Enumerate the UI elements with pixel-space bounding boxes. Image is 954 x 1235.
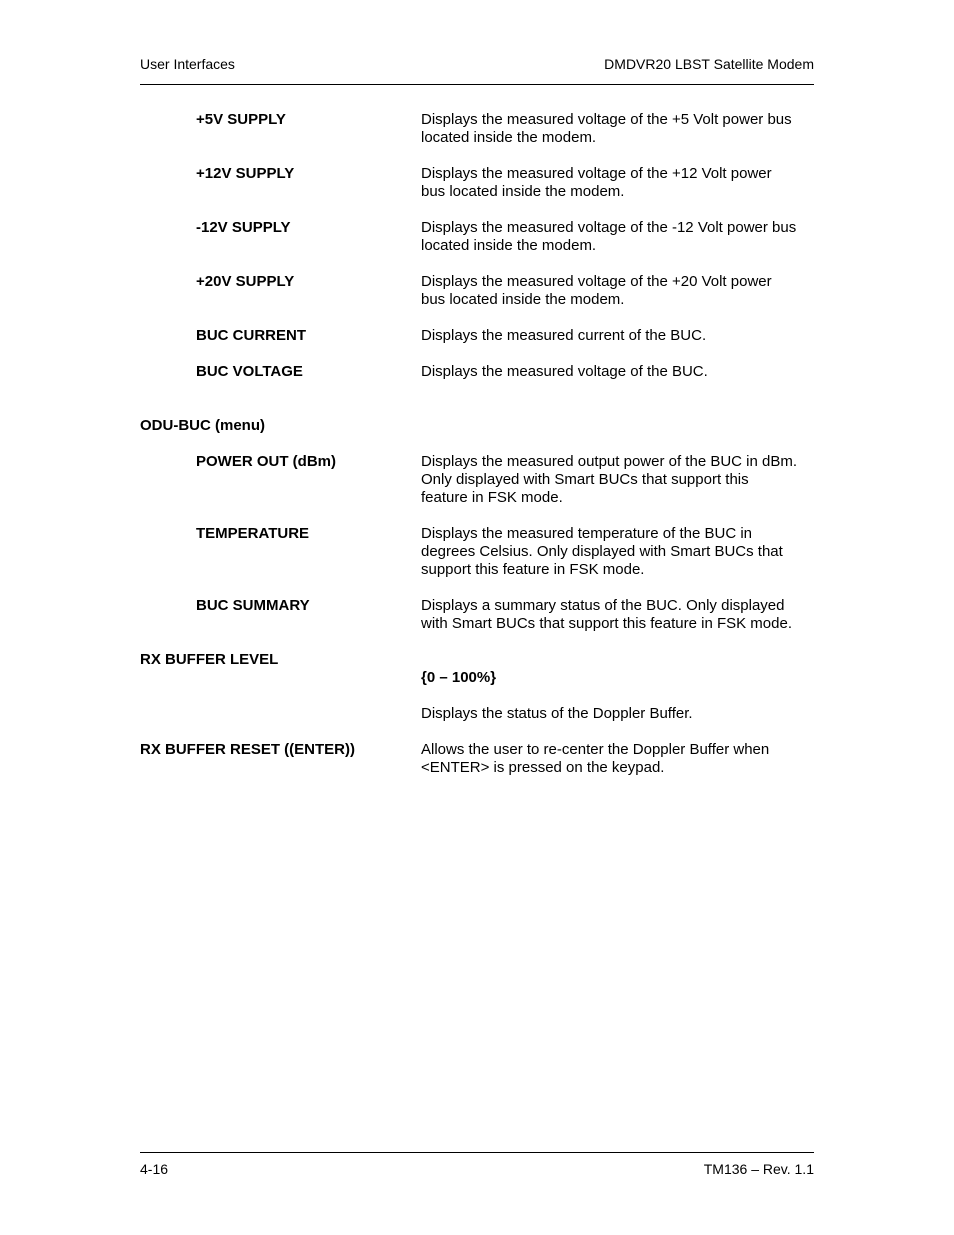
term-20v-supply: +20V SUPPLY xyxy=(196,273,295,290)
desc-buc-summary: Displays a summary status of the BUC. Only displayed with Smart BUCs that support this feature in FSK mode. xyxy=(421,597,792,632)
page-content xyxy=(140,111,814,795)
desc-power-out: Displays the measured output power of the BUC in dBm. Only displayed with Smart BUCs that support this feature in FSK mode. xyxy=(421,453,798,506)
definition-row xyxy=(140,453,814,507)
desc-rx-buffer-level xyxy=(421,651,814,723)
definition-row xyxy=(140,525,814,579)
definition-row xyxy=(140,327,814,345)
definition-row xyxy=(140,651,814,723)
term-buc-voltage: BUC VOLTAGE xyxy=(196,363,303,380)
desc-neg12v-supply: Displays the measured voltage of the -12 Volt power bus located inside the modem. xyxy=(421,219,797,254)
header-document-title: DMDVR20 LBST Satellite Modem xyxy=(604,56,814,72)
definition-row xyxy=(140,111,814,147)
desc-rx-buffer-level-text: Displays the status of the Doppler Buffer. xyxy=(421,705,693,722)
term-rx-buffer-level: RX BUFFER LEVEL xyxy=(140,651,279,668)
term-buc-summary: BUC SUMMARY xyxy=(196,597,310,614)
desc-5v-supply: Displays the measured voltage of the +5 Volt power bus located inside the modem. xyxy=(421,111,792,146)
desc-buc-voltage: Displays the measured voltage of the BUC. xyxy=(421,363,708,380)
term-rx-buffer-reset: RX BUFFER RESET ((ENTER)) xyxy=(140,741,355,758)
term-buc-current: BUC CURRENT xyxy=(196,327,306,344)
desc-buc-current: Displays the measured current of the BUC. xyxy=(421,327,707,344)
definition-row xyxy=(140,273,814,309)
term-temperature: TEMPERATURE xyxy=(196,525,310,542)
term-neg12v-supply: -12V SUPPLY xyxy=(196,219,291,236)
definition-row xyxy=(140,363,814,381)
definition-row xyxy=(140,741,814,777)
desc-temperature: Displays the measured temperature of the BUC in degrees Celsius. Only displayed with Smart BUCs that support this feature in FSK mode. xyxy=(421,525,783,578)
definition-row xyxy=(140,165,814,201)
definition-row xyxy=(140,219,814,255)
header-divider xyxy=(140,84,814,85)
section-heading-odu-buc: ODU-BUC (menu) xyxy=(140,417,265,434)
page-number: 4-16 xyxy=(140,1161,169,1177)
value-range: {0 – 100%} xyxy=(421,669,497,686)
term-power-out: POWER OUT (dBm) xyxy=(196,453,336,470)
footer-divider xyxy=(140,1152,814,1153)
definition-row xyxy=(140,597,814,633)
term-12v-supply: +12V SUPPLY xyxy=(196,165,295,182)
desc-20v-supply: Displays the measured voltage of the +20 Volt power bus located inside the modem. xyxy=(421,273,772,308)
desc-12v-supply: Displays the measured voltage of the +12 Volt power bus located inside the modem. xyxy=(421,165,772,200)
desc-rx-buffer-reset: Allows the user to re-center the Doppler Buffer when <ENTER> is pressed on the keypad. xyxy=(421,741,770,776)
header-section-title: User Interfaces xyxy=(140,56,235,72)
document-revision: TM136 – Rev. 1.1 xyxy=(703,1161,814,1177)
term-5v-supply: +5V SUPPLY xyxy=(196,111,286,128)
